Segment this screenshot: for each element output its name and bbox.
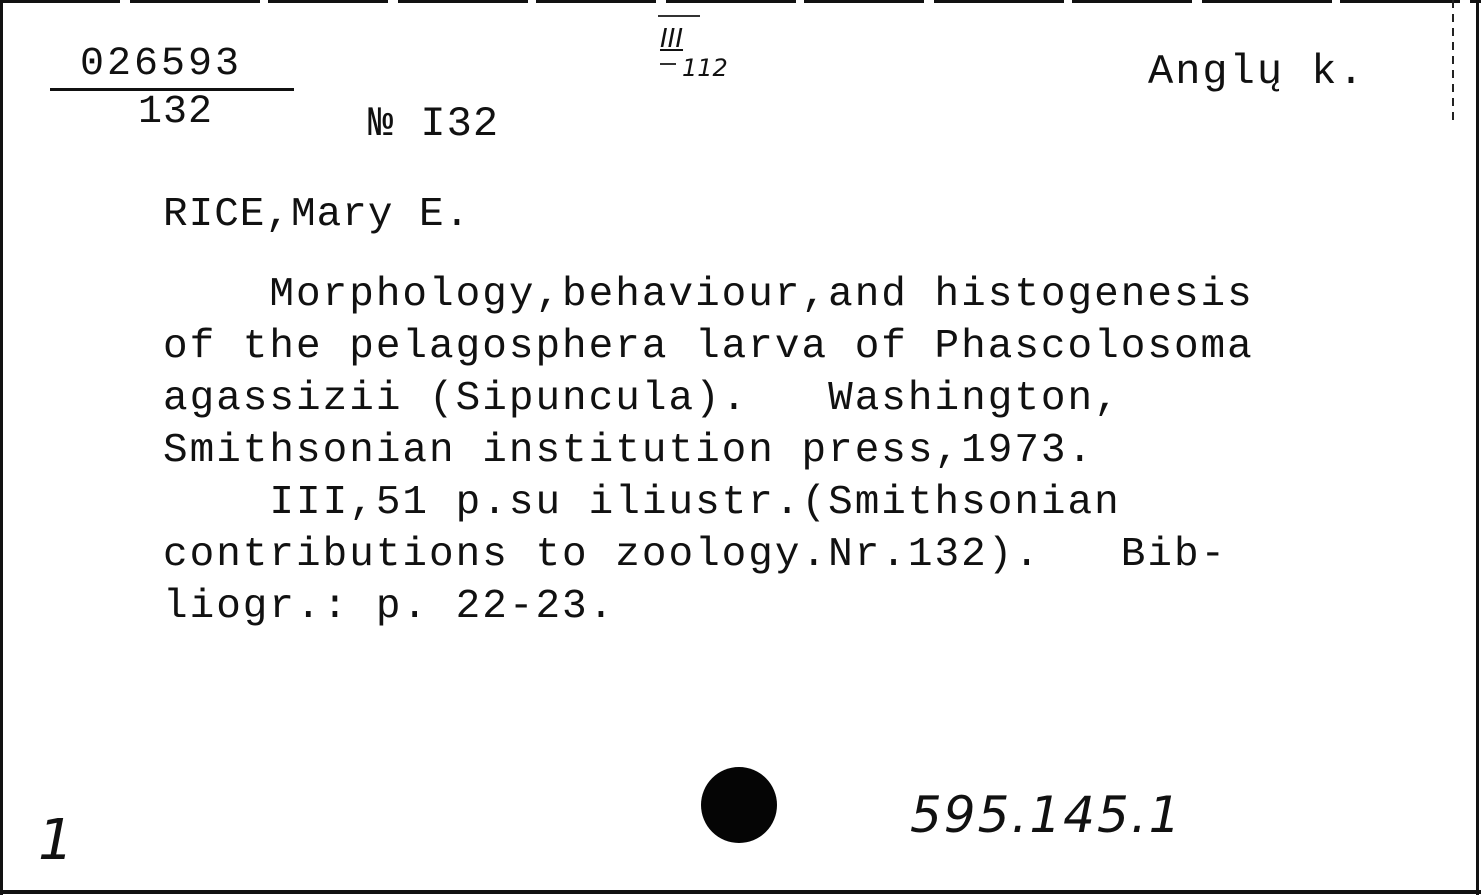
punch-hole bbox=[701, 767, 777, 843]
accession-sub: 132 bbox=[138, 90, 214, 135]
card-right-perforation bbox=[1452, 0, 1454, 120]
description-line: liogr.: p. 22-23. bbox=[163, 584, 616, 630]
accession-number: 026593 bbox=[80, 42, 243, 87]
shelf-mark-overline bbox=[658, 15, 700, 17]
shelf-mark-upper: III bbox=[660, 24, 684, 54]
description-line: Morphology,behaviour,and histogenesis bbox=[163, 272, 1254, 318]
item-number: № I32 bbox=[368, 100, 500, 148]
author-heading: RICE,Mary E. bbox=[163, 192, 471, 238]
card-left-edge bbox=[0, 0, 3, 895]
copy-count: 1 bbox=[38, 808, 74, 873]
description-line: of the pelagosphera larva of Phascolosoma bbox=[163, 324, 1254, 370]
language-label: Anglų k. bbox=[1148, 48, 1366, 96]
shelf-mark-lower: 112 bbox=[682, 54, 728, 82]
card-bottom-edge bbox=[0, 890, 1481, 894]
card-right-edge bbox=[1476, 0, 1479, 895]
description-line: contributions to zoology.Nr.132). Bib- bbox=[163, 532, 1228, 578]
classification-number: 595.145.1 bbox=[910, 786, 1183, 844]
description-line: III,51 p.su iliustr.(Smithsonian bbox=[163, 480, 1121, 526]
description-line: Smithsonian institution press,1973. bbox=[163, 428, 1095, 474]
card-top-edge bbox=[0, 0, 1481, 3]
shelf-mark-dash bbox=[660, 63, 676, 65]
description-line: agassizii (Sipuncula). Washington, bbox=[163, 376, 1121, 422]
